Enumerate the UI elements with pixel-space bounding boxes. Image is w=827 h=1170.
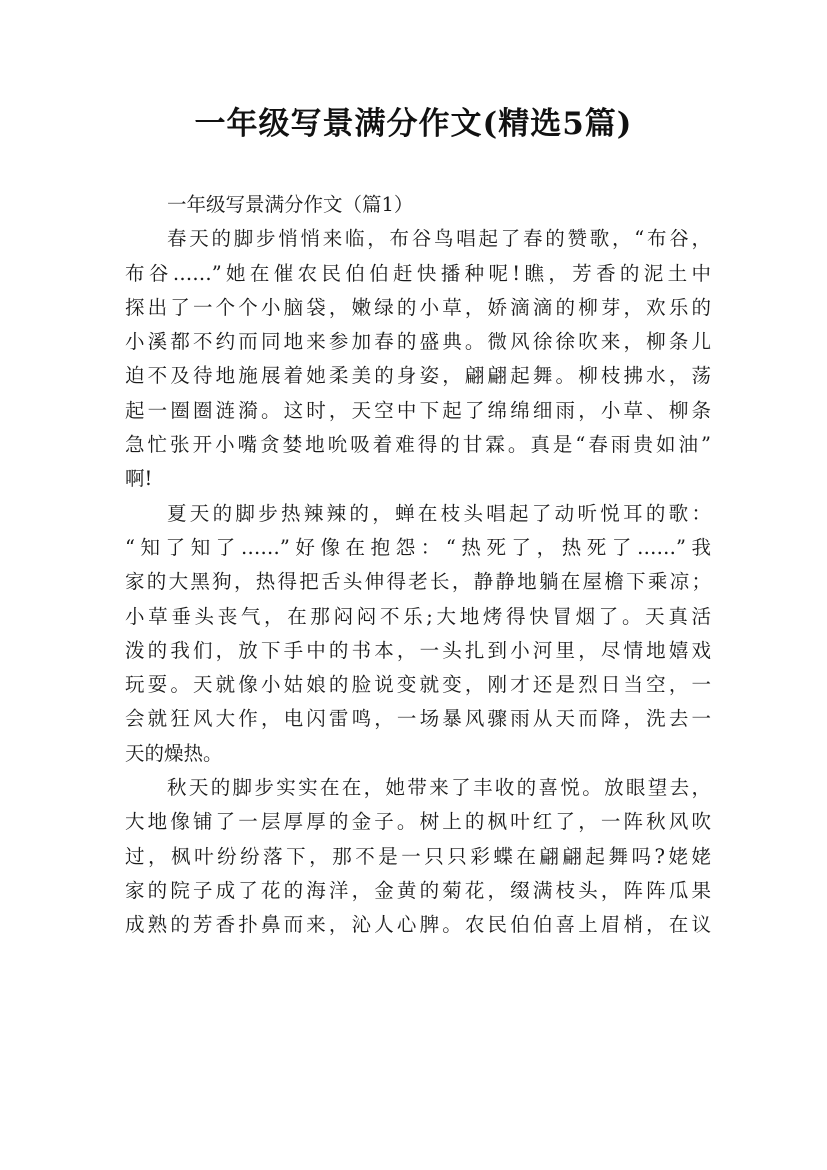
text-line: 泼的我们，放下手中的书本，一头扎到小河里，尽情地嬉戏 [125, 638, 711, 662]
text-line: 秋天的脚步实实在在，她带来了丰收的喜悦。放眼望去， [167, 776, 711, 800]
text-line: 夏天的脚步热辣辣的，蝉在枝头唱起了动听悦耳的歌： [167, 501, 711, 525]
paragraph-spring [125, 222, 711, 496]
text-line: 布谷……”她在催农民伯伯赶快播种呢!瞧，芳香的泥土中 [125, 261, 711, 285]
document-title: 一年级写景满分作文(精选5篇) [194, 106, 633, 142]
text-line: 小草垂头丧气，在那闷闷不乐;大地烤得快冒烟了。天真活 [125, 604, 711, 628]
text-line: 春天的脚步悄悄来临，布谷鸟唱起了春的赞歌，“布谷， [167, 227, 711, 251]
text-line: 家的大黑狗，热得把舌头伸得老长，静静地躺在屋檐下乘凉； [125, 570, 711, 594]
text-line: 急忙张开小嘴贪婪地吮吸着难得的甘霖。真是“春雨贵如油” [125, 433, 711, 457]
paragraph-summer [125, 497, 711, 771]
text-line: 起一圈圈涟漪。这时，天空中下起了绵绵细雨，小草、柳条 [125, 398, 711, 422]
text-line: 玩耍。天就像小姑娘的脸说变就变，刚才还是烈日当空，一 [125, 673, 711, 697]
section-heading [125, 188, 711, 222]
text-line: 迫不及待地施展着她柔美的身姿，翩翩起舞。柳枝拂水，荡 [125, 364, 711, 388]
text-line: “知了知了……”好像在抱怨：“热死了，热死了……”我 [125, 535, 711, 559]
paragraph-autumn [125, 771, 711, 942]
text-line: 探出了一个个小脑袋，嫩绿的小草，娇滴滴的柳芽，欢乐的 [125, 295, 711, 319]
text-line: 大地像铺了一层厚厚的金子。树上的枫叶红了，一阵秋风吹 [125, 810, 711, 834]
text-line: 啊! [125, 467, 153, 491]
text-line: 过，枫叶纷纷落下，那不是一只只彩蝶在翩翩起舞吗?姥姥 [125, 844, 711, 868]
text-line: 小溪都不约而同地来参加春的盛典。微风徐徐吹来，柳条儿 [125, 330, 711, 354]
text-line: 成熟的芳香扑鼻而来，沁人心脾。农民伯伯喜上眉梢，在议 [125, 913, 711, 937]
section-heading-text: 一年级写景满分作文（篇1） [167, 193, 414, 216]
document-body [125, 188, 711, 943]
text-line: 家的院子成了花的海洋，金黄的菊花，缀满枝头，阵阵瓜果 [125, 878, 711, 902]
text-line: 天的燥热。 [125, 741, 223, 765]
text-line: 会就狂风大作，电闪雷鸣，一场暴风骤雨从天而降，洗去一 [125, 707, 711, 731]
